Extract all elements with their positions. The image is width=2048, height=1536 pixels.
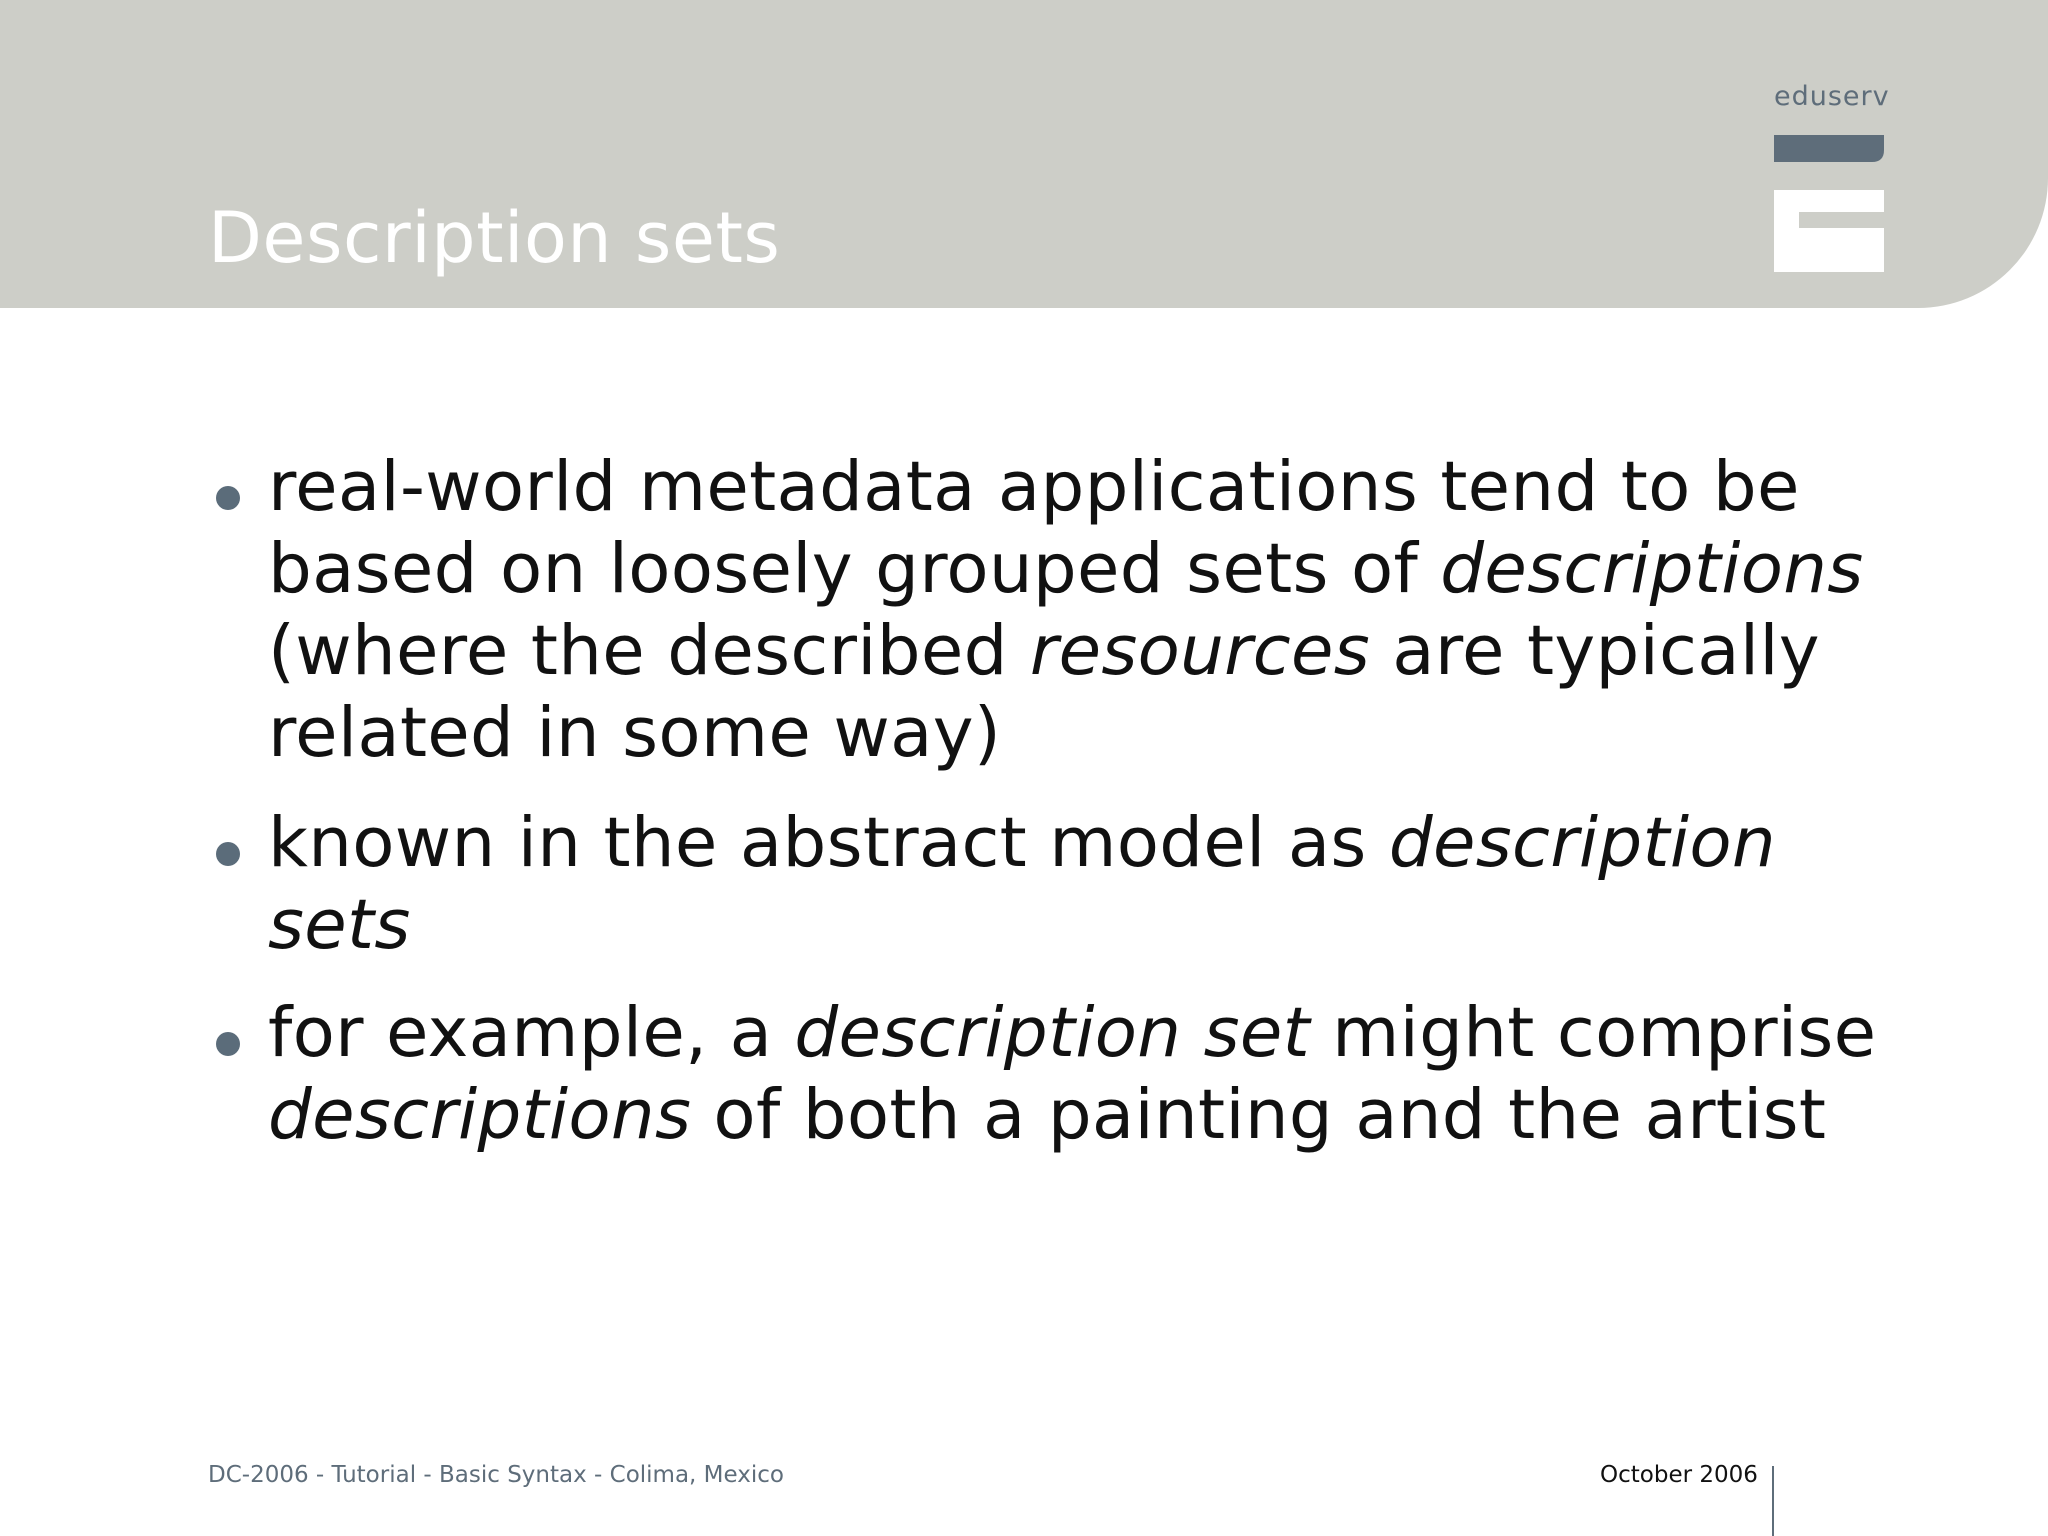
bullet-text	[268, 992, 1877, 1156]
bullet-segment: related in some way)	[268, 693, 1002, 773]
bullet-segment: of both a painting and the artist	[691, 1075, 1827, 1155]
emphasized-term: descriptions	[268, 1075, 692, 1155]
footer-date: October 2006	[1600, 1462, 1758, 1488]
footer-divider	[1772, 1466, 1774, 1536]
slide-title: Description sets	[208, 197, 781, 279]
bullet-line	[268, 884, 1868, 966]
bullet-line	[268, 1074, 1868, 1156]
bullet-segment: real-world metadata applications tend to be	[268, 447, 1800, 527]
bullet-segment: based on loosely grouped sets of	[268, 529, 1441, 609]
emphasized-term: descriptions	[1440, 529, 1864, 609]
bullet-line	[268, 446, 1868, 528]
bullet-text	[268, 446, 1868, 774]
bullet-segment: known in the abstract model as	[268, 803, 1389, 883]
bullet-dot-icon	[216, 1032, 240, 1056]
bullet-segment: might comprise	[1309, 993, 1877, 1073]
emphasized-term: description set	[794, 993, 1310, 1073]
emphasized-term: resources	[1029, 611, 1371, 691]
eduserv-logo	[1770, 80, 1890, 280]
bullet-segment: (where the described	[268, 611, 1030, 691]
bullet-dot-icon	[216, 486, 240, 510]
emphasized-term: sets	[268, 885, 411, 965]
bullet-segment: for example, a	[268, 993, 795, 1073]
bullet-line	[268, 802, 1868, 884]
emphasized-term: description	[1388, 803, 1776, 883]
bullet-text	[268, 802, 1868, 966]
bullet-segment: are typically	[1370, 611, 1820, 691]
bullet-line	[268, 610, 1868, 692]
logo-mark-icon	[1770, 80, 1890, 280]
bullet-line	[268, 692, 1868, 774]
bullet-dot-icon	[216, 842, 240, 866]
footer-event-label: DC-2006 - Tutorial - Basic Syntax - Colima, Mexico	[208, 1462, 784, 1488]
logo-text: eduserv	[1774, 81, 1890, 112]
bullet-line	[268, 528, 1868, 610]
bullet-line	[268, 992, 1877, 1074]
